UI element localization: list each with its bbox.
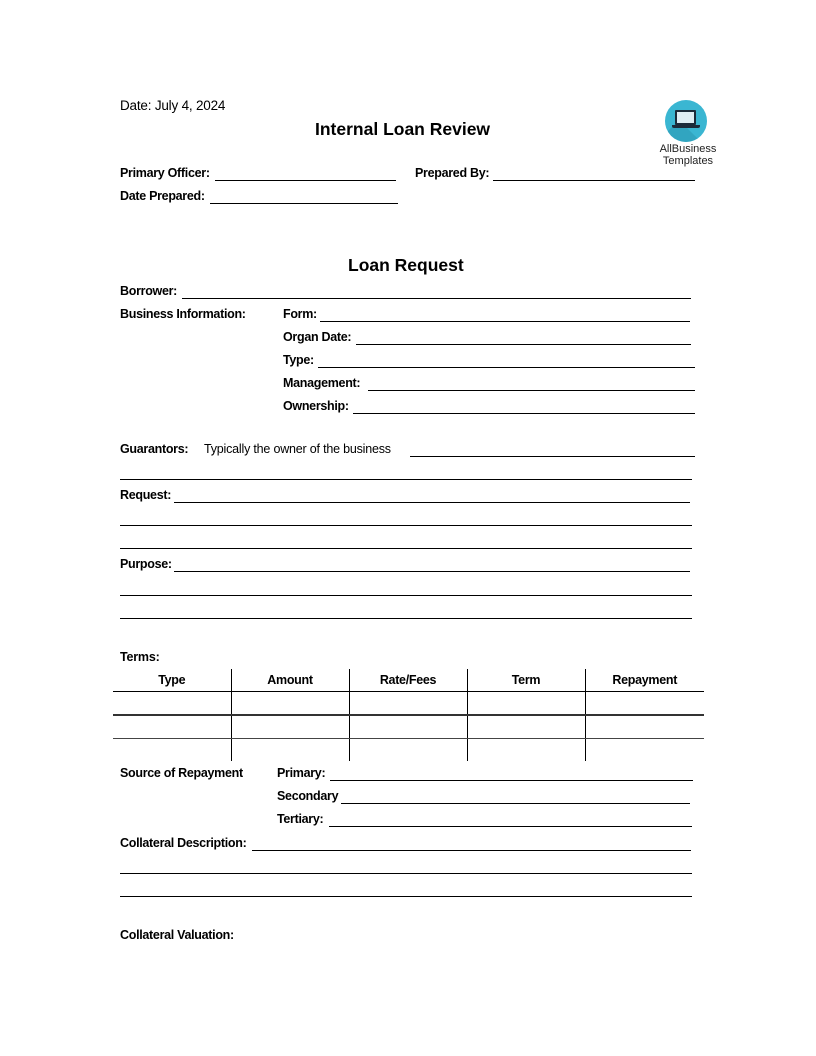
purpose-label: Purpose: [120, 557, 172, 571]
table-cell[interactable] [467, 739, 585, 762]
terms-table [113, 669, 704, 761]
date-prepared-label: Date Prepared: [120, 189, 205, 203]
management-label: Management: [283, 376, 361, 390]
request-field-line-3[interactable] [120, 548, 692, 549]
column-header-rate-fees: Rate/Fees [349, 669, 467, 692]
management-field[interactable] [368, 390, 695, 391]
primary-label: Primary: [277, 766, 326, 780]
document-title: Internal Loan Review [315, 119, 491, 139]
table-cell[interactable] [349, 692, 467, 716]
collateral-description-field-line-2[interactable] [120, 873, 692, 874]
terms-header-row [113, 669, 704, 692]
prepared-by-field[interactable] [493, 180, 695, 181]
primary-repayment-field[interactable] [330, 780, 693, 781]
table-row [113, 692, 704, 716]
table-row [113, 715, 704, 739]
primary-officer-label: Primary Officer: [120, 166, 210, 180]
guarantors-field-line-2[interactable] [120, 479, 692, 480]
type-label: Type: [283, 353, 314, 367]
purpose-field-line-3[interactable] [120, 618, 692, 619]
table-cell[interactable] [467, 692, 585, 716]
column-header-term: Term [467, 669, 585, 692]
request-field-line-2[interactable] [120, 525, 692, 526]
table-cell[interactable] [349, 739, 467, 762]
type-field[interactable] [318, 367, 695, 368]
table-cell[interactable] [349, 715, 467, 739]
table-cell[interactable] [113, 739, 231, 762]
laptop-icon [675, 110, 696, 125]
table-cell[interactable] [231, 739, 349, 762]
table-cell[interactable] [231, 692, 349, 716]
collateral-valuation-label: Collateral Valuation: [120, 928, 234, 942]
tertiary-label: Tertiary: [277, 812, 324, 826]
table-cell[interactable] [585, 692, 704, 716]
collateral-description-field[interactable] [252, 850, 691, 851]
borrower-field[interactable] [182, 298, 691, 299]
loan-request-heading: Loan Request [348, 255, 464, 275]
collateral-description-label: Collateral Description: [120, 836, 247, 850]
table-row [113, 739, 704, 762]
table-cell[interactable] [585, 739, 704, 762]
ownership-field[interactable] [353, 413, 695, 414]
logo-text-line2: Templates [662, 155, 714, 167]
secondary-label: Secondary [277, 789, 339, 803]
guarantors-field[interactable] [410, 456, 695, 457]
secondary-repayment-field[interactable] [341, 803, 690, 804]
terms-label: Terms: [120, 650, 160, 664]
date-prepared-field[interactable] [210, 203, 398, 204]
request-field[interactable] [174, 502, 690, 503]
ownership-label: Ownership: [283, 399, 349, 413]
table-cell[interactable] [585, 715, 704, 739]
table-cell[interactable] [231, 715, 349, 739]
column-header-repayment: Repayment [585, 669, 704, 692]
purpose-field-line-2[interactable] [120, 595, 692, 596]
table-cell[interactable] [113, 715, 231, 739]
logo-circle [665, 100, 707, 142]
document-date: Date: July 4, 2024 [120, 98, 226, 113]
tertiary-repayment-field[interactable] [329, 826, 692, 827]
guarantors-hint: Typically the owner of the business [204, 442, 391, 456]
table-cell[interactable] [467, 715, 585, 739]
form-label: Form: [283, 307, 317, 321]
guarantors-label: Guarantors: [120, 442, 189, 456]
source-of-repayment-label: Source of Repayment [120, 766, 243, 780]
table-cell[interactable] [113, 692, 231, 716]
column-header-type: Type [113, 669, 231, 692]
borrower-label: Borrower: [120, 284, 178, 298]
purpose-field[interactable] [174, 571, 690, 572]
prepared-by-label: Prepared By: [415, 166, 490, 180]
logo-text-line1: AllBusiness [659, 143, 717, 155]
organ-date-field[interactable] [356, 344, 691, 345]
request-label: Request: [120, 488, 172, 502]
primary-officer-field[interactable] [215, 180, 396, 181]
collateral-description-field-line-3[interactable] [120, 896, 692, 897]
column-header-amount: Amount [231, 669, 349, 692]
form-field[interactable] [320, 321, 690, 322]
organ-date-label: Organ Date: [283, 330, 352, 344]
business-information-label: Business Information: [120, 307, 246, 321]
